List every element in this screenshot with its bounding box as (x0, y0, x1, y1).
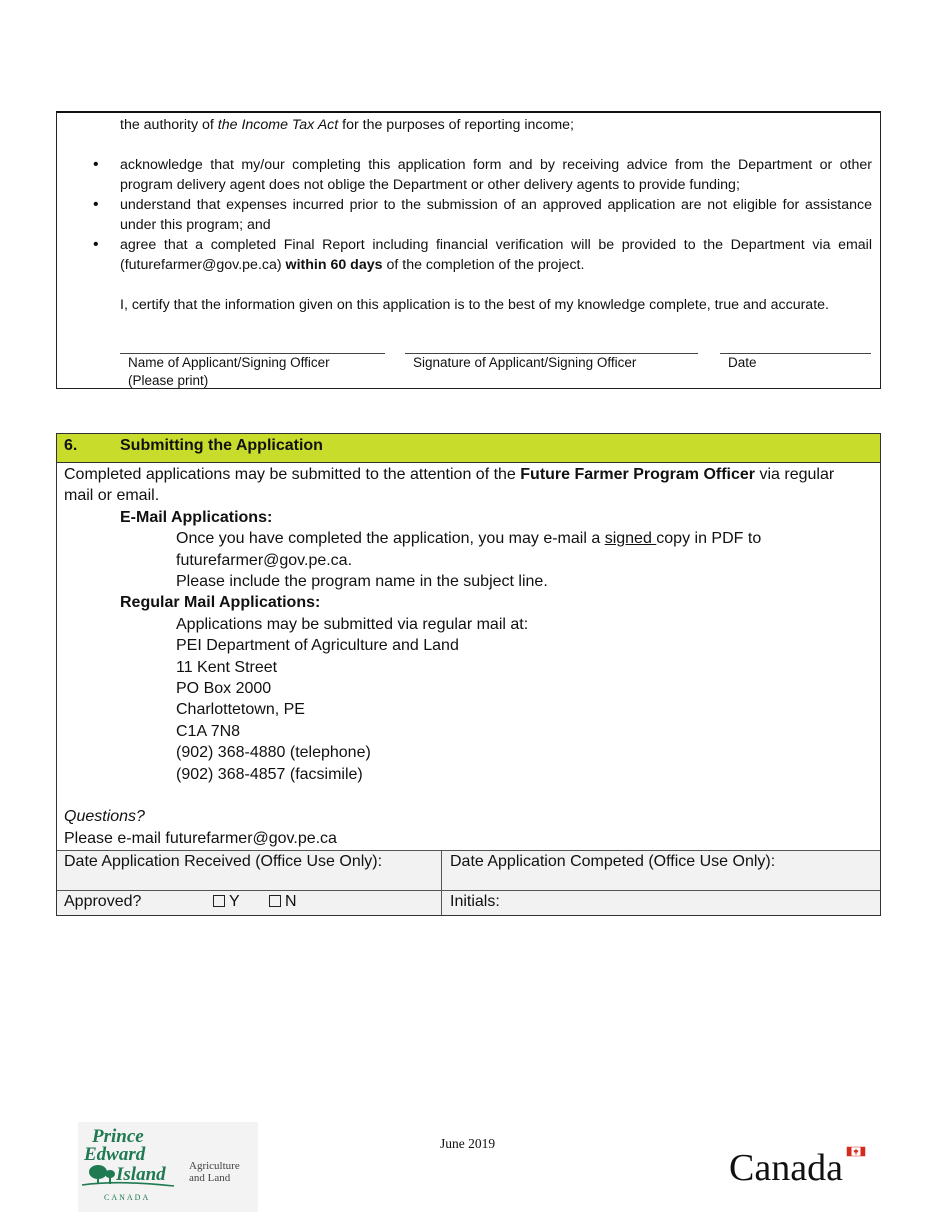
section-body (64, 464, 874, 849)
date-received-label: Date Application Received (Office Use Only): (64, 853, 383, 870)
checkbox-icon (269, 895, 281, 907)
canada-wordmark-text: Canada (729, 1147, 843, 1186)
applicant-name-field[interactable] (120, 353, 385, 390)
logo-word-canada: CANADA (104, 1193, 151, 1202)
mail-applications-heading: Regular Mail Applications: (120, 594, 321, 612)
dept-name-line2: and Land (189, 1172, 231, 1184)
canada-wordmark (729, 1144, 869, 1186)
mail-line: (902) 368-4857 (facsimile) (176, 765, 363, 783)
approval-cell (57, 891, 441, 915)
date-received-field[interactable] (57, 851, 441, 890)
office-use-row-dates (57, 850, 880, 890)
email-subject-note: Please include the program name in the subject line. (176, 573, 548, 591)
declaration-box (56, 111, 881, 389)
date-completed-field[interactable] (441, 851, 880, 890)
mail-line: Applications may be submitted via regular mail at: (176, 615, 529, 633)
email-address: futurefarmer@gov.pe.ca. (176, 551, 353, 569)
initials-field[interactable] (441, 891, 880, 915)
pei-agriculture-logo (78, 1122, 258, 1212)
logo-word-island: Island (116, 1164, 166, 1185)
email-instruction: Once you have completed the application, you may e-mail a signed copy in PDF to (176, 530, 762, 548)
mail-line: PEI Department of Agriculture and Land (176, 637, 459, 655)
dept-name-line1: Agriculture (189, 1160, 240, 1172)
email-applications-heading: E-Mail Applications: (120, 508, 273, 526)
date-label: Date (728, 355, 757, 370)
submission-intro: Completed applications may be submitted to the attention of the Future Farmer Program Officer via regular mail or email. (64, 466, 835, 505)
initials-label: Initials: (450, 893, 500, 910)
list-item: • acknowledge that my/our completing this application form and by receiving advice from the Department or other program delivery agent does not oblige the Department or other delivery agents to provide funding; (120, 155, 872, 195)
footer-date: June 2019 (440, 1136, 496, 1151)
approved-yes-checkbox[interactable]: Y (213, 892, 240, 912)
logo-word-edward: Edward (84, 1144, 146, 1165)
mail-line: (902) 368-4880 (telephone) (176, 744, 371, 762)
list-item: • agree that a completed Final Report including financial verification will be provided to the Department via email (futurefarmer@gov.pe.ca) within 60 days of the completion of the project. (120, 235, 872, 275)
act-name: the Income Tax Act (217, 117, 339, 133)
declaration-continuation: the authority of the Income Tax Act for the purposes of reporting income; (120, 117, 575, 133)
checkbox-icon (213, 895, 225, 907)
section-submitting-application (56, 433, 881, 916)
section-number: 6. (64, 437, 78, 454)
questions-heading: Questions? (64, 808, 145, 826)
approved-label: Approved? (64, 893, 142, 910)
canada-flag-icon (847, 1147, 865, 1156)
declaration-bullets (120, 155, 872, 275)
signature-field[interactable] (405, 353, 698, 372)
applicant-name-sublabel: (Please print) (128, 373, 209, 388)
mail-line: Charlottetown, PE (176, 701, 305, 719)
mail-line: PO Box 2000 (176, 680, 272, 698)
mail-line: C1A 7N8 (176, 722, 241, 740)
signature-label: Signature of Applicant/Signing Officer (413, 355, 637, 370)
section-title: Submitting the Application (120, 437, 323, 454)
date-completed-label: Date Application Competed (Office Use Only): (450, 853, 776, 870)
section-header (57, 434, 880, 463)
questions-contact: Please e-mail futurefarmer@gov.pe.ca (64, 829, 337, 847)
certification-statement: I, certify that the information given on this application is to the best of my knowledge complete, true and accurate. (120, 297, 829, 313)
office-use-row-approval (57, 890, 880, 915)
date-field[interactable] (720, 353, 871, 372)
applicant-name-label: Name of Applicant/Signing Officer (128, 355, 330, 370)
list-item: • understand that expenses incurred prior to the submission of an approved application are not eligible for assistance under this program; and (120, 195, 872, 235)
logo-word-prince: Prince (92, 1126, 144, 1147)
approved-no-checkbox[interactable]: N (269, 892, 297, 912)
mail-line: 11 Kent Street (176, 658, 278, 676)
